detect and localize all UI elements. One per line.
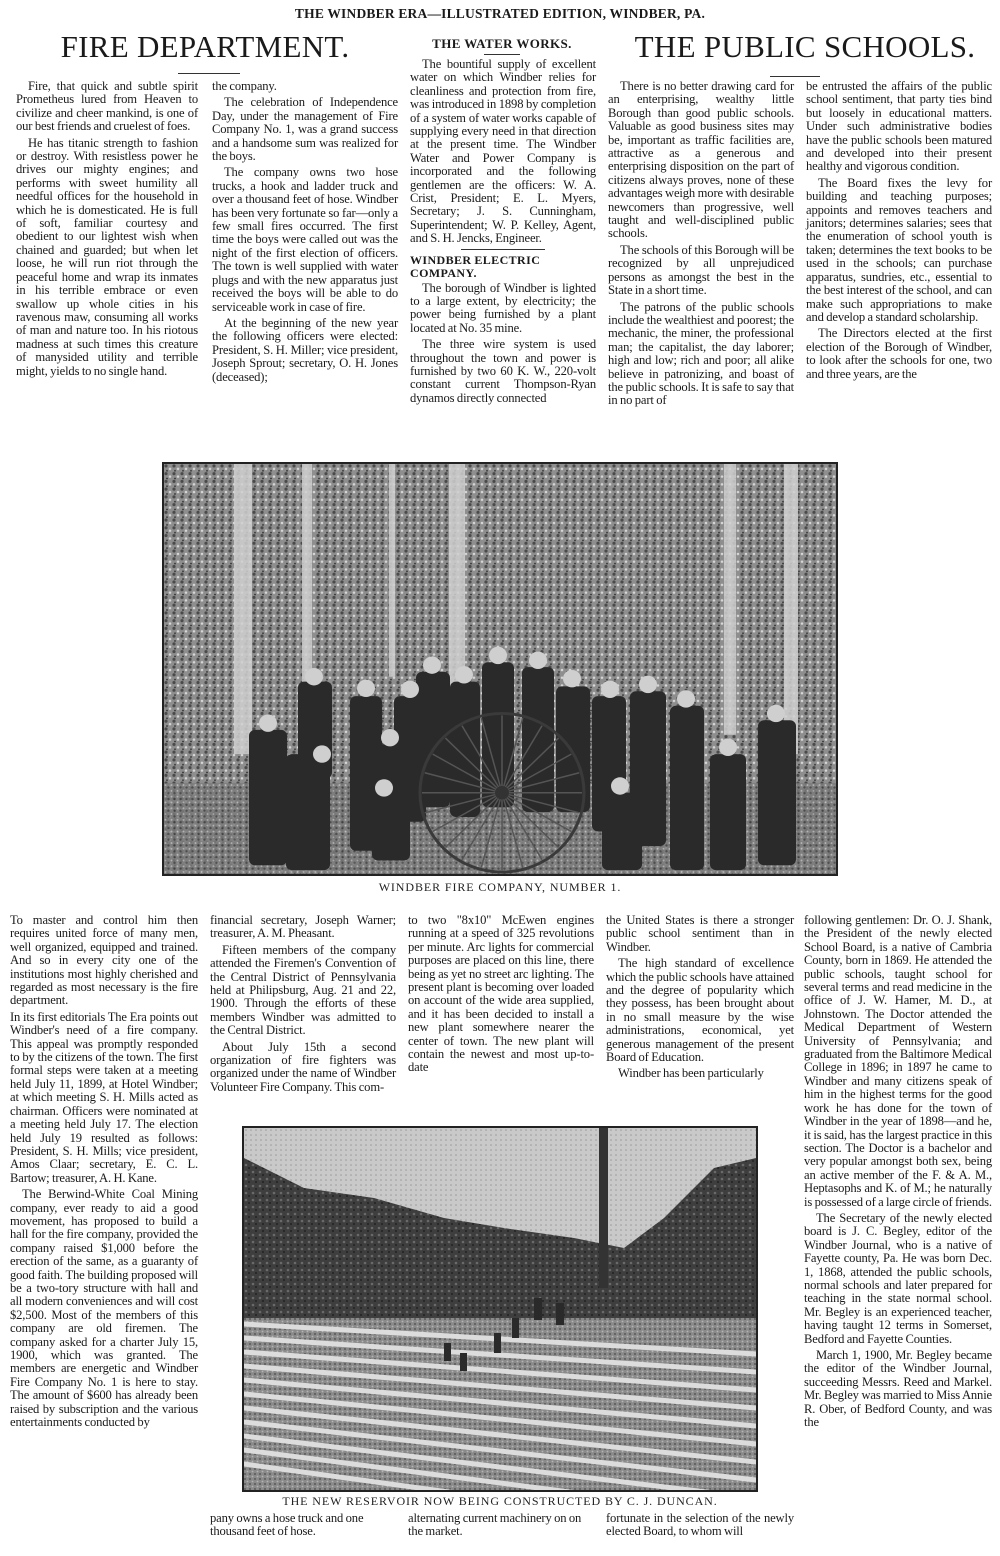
paragraph: The company owns two hose trucks, a hook and ladder truck and over a thousand feet of hose. Windber has been very fortunate so far—only a few small fires occurred. The first time the boys were called out was the night of the first election of officers. The town is well supplied with water plugs and with the new apparatus just received the boys will be able to do serviceable work in case of fire.: [212, 165, 398, 314]
divider: [770, 76, 820, 77]
paragraph: He has titanic strength to fashion or destroy. With resistless power he drives our mighty engines; and performs with sweet humility all needful offices for the household in which he is domesticated. He is full of soft, familiar courtesy and obedient to our lightest wish when chained and guarded; but when let loose, he will run riot through the peaceful home and wrap its inmates in his terrible embrace or even swallow up whole cities in his ravenous maw, consuming all works of man and nature too. In his riotous madness at such times this creature of manysided utility and terrible might, yields to no single hand.: [16, 135, 198, 378]
paragraph: fortunate in the selection of the newly elected Board, to whom will: [606, 1511, 794, 1539]
paragraph: At the beginning of the new year the following officers were elected: President, S. H. Miller; vice president, Joseph Sprout; secretary, O. H. Jones (deceased);: [212, 315, 398, 384]
paragraph: The schools of this Borough will be recognized by all unprejudiced persons as amongst the best in the State in a short time.: [608, 242, 794, 298]
paragraph: The celebration of Independence Day, under the management of Fire Company No. 1, was a grand success and a handsome sum was realized for the boys.: [212, 95, 398, 164]
divider: [484, 54, 520, 55]
paragraph: The patrons of the public schools include the wealthiest and poorest; the mechanic, the miner, the professional man; the capitalist, the day laborer; high and low; rich and poor; all alike believe in patronizing, and boast of the public schools. It is safe to say that in no part of: [608, 299, 794, 408]
paragraph: Fifteen members of the company attended the Firemen's Convention of the Central District of Pennsylvania held at Philipsburg, Aug. 21 and 22, 1900. Through the efforts of these members Windber was admitted to the Central District.: [210, 942, 396, 1038]
electric-company-col-bottom: [408, 914, 594, 1078]
paragraph: alternating current machinery on on the market.: [408, 1511, 582, 1539]
paragraph: The three wire system is used throughout the town and power is furnished by two 60 K. W., 220-volt constant current Thompson-Ryan dynamos directly connected: [410, 337, 596, 405]
paragraph: following gentlemen: Dr. O. J. Shank, the President of the newly elected School Board, is a native of Cambria County, born in 1869. He attended the public schools, taught school for several terms and read medicine in the office of J. W. Hamer, M. D., at Johnstown. The Doctor attended the Medical Department of Western University of Pennsylvania; and graduated from the Baltimore Medical College in 1896; in 1897 he came to Windber and many citizens speak of him in the highest terms for the good work he has done for the town of Windber in the year of 1898—and he, it is said, has the largest practice in this section. The Doctor is a bachelor and very popular amongst both sex, being an active member of the F. & A. M., Heptasophs and K. of M.; he naturally is possessed of a large circle of friends.: [804, 913, 992, 1209]
paragraph: The Board fixes the levy for building and teaching purposes; appoints and removes teachers and janitors; determines salaries; sees that the enumeration of school youth is taken; determines the text books to be used in the schools; can purchase apparatus, sundries, etc., essential to the best interest of the school, and can make such appropriations to make and develop a standard scholarship.: [806, 175, 992, 324]
paragraph: The bountiful supply of excellent water on which Windber relies for cleanliness and protection from fire, was introduced in 1898 by completion of a system of water works capable of supplying every need in that direction at the present time. The Windber Water and Power Company is incorporated and the following gentlemen are the officers: W. A. Crist, President; E. L. Myers, Secretary; J. S. Cunningham, Superintendent; W. P. Kelley, Agent, and S. H. Jencks, Engineer.: [410, 57, 596, 246]
paragraph: In its first editorials The Era points out Windber's need of a fire company. This appeal was promptly responded to by the citizens of the town. The first formal steps were taken at a meeting held July 11, 1899, at Hotel Windber; at which meeting S. H. Mills acted as chairman. Officers were nominated at a meeting held July 17. The election held July 19 resulted as follows: President, S. H. Mills; vice president, Amos Claar; secretary, E. C. L. Bartow; treasurer, A. H. Kane.: [10, 1009, 198, 1185]
fire-dept-col1-bottom: [10, 914, 198, 1432]
fire-dept-col2-end: [210, 1512, 396, 1542]
paragraph: About July 15th a second organization of fire fighters was organized under the name of Windber Volunteer Fire Company. This com-: [210, 1039, 396, 1094]
paragraph: The Directors elected at the first election of the Borough of Windber, to look after the schools for one, two and three years, are the: [806, 326, 992, 381]
reservoir-photo: [242, 1126, 758, 1492]
paragraph: to two "8x10" McEwen engines running at a speed of 325 revolutions per minute. Arc lights for commercial purposes are placed on this line, there being as yet no street arc lighting. The present plant is becoming over loaded on account of the wide area supplied, and it has been decided to install a new plant somewhere nearer the center of town. The new plant will contain the newest and most up-to-date: [408, 913, 594, 1075]
fire-dept-col1-top: [16, 80, 198, 381]
paragraph: The borough of Windber is lighted to a large extent, by electricity; the power being furnished by a plant located at No. 35 mine.: [410, 280, 596, 335]
public-schools-col2-bottom: [804, 914, 992, 1432]
paragraph: There is no better drawing card for an enterprising, wealthy little Borough than good public schools. Valuable as good business sites may be, important as traffic facilities are, attractive as a generous and enterprising disposition on the part of citizens always proves, none of these advantages weigh more with desirable newcomers than progressive, well taught and well-disciplined public schools.: [608, 79, 794, 241]
paragraph: Fire, that quick and subtle spirit Prometheus lured from Heaven to civilize and cheer mankind, is one of our best friends and cruelest of foes.: [16, 79, 198, 134]
electric-company-headline: WINDBER ELECTRIC COMPANY.: [410, 252, 541, 281]
masthead: THE WINDBER ERA—ILLUSTRATED EDITION, WINDBER, PA.: [294, 6, 706, 21]
paragraph: The Secretary of the newly elected board is J. C. Begley, editor of the Windber Journal, who is a native of Fayette county, Pa. He was born Dec. 1, 1868, attended the public schools, normal schools and later prepared for teaching in the state normal school. Mr. Begley is an experienced teacher, having taught 12 terms in Somerset, Bedford and Fayette Counties.: [804, 1210, 992, 1346]
divider: [178, 73, 240, 74]
electric-company-end: [408, 1512, 594, 1542]
divider: [461, 249, 545, 250]
paragraph: The Berwind-White Coal Mining company, ever ready to aid a good movement, has proposed to build a hall for the fire company, provided the company raised $1,000 before the erection of the same, as a guaranty of good faith. The building proposed will be a two-tory structure with hall and all modern conveniences and will cost $2,500. Most of the members of this company are old firemen. The company asked for a charter July 15, 1900, which was granted. The members are energetic and Windber Fire Company No. 1 is here to stay. The amount of $600 has already been raised by subscription and the various entertainments conducted by: [10, 1187, 198, 1430]
paragraph: Windber has been particularly: [618, 1066, 764, 1081]
paragraph: pany owns a hose truck and one thousand feet of hose.: [210, 1511, 364, 1539]
paragraph: the company.: [212, 79, 277, 93]
public-schools-col2-top: [806, 80, 992, 384]
water-works-column: [410, 58, 596, 408]
paragraph: be entrusted the affairs of the public school sentiment, that party ties bind but loosely in educational matters. Under such administrative bodies have the public schools been matured and developed into their present healthy and vigorous condition.: [806, 79, 992, 174]
public-schools-headline: THE PUBLIC SCHOOLS.: [634, 29, 976, 64]
fire-dept-col2-top: [212, 80, 398, 387]
paragraph: To master and control him then requires united force of many men, well organized, equipped and trained. And so in every city one of the institutions most highly cherished and regarded as most necessary is the fire department.: [10, 913, 198, 1008]
fire-dept-col2-bottom: [210, 914, 396, 1097]
water-works-headline: THE WATER WORKS.: [432, 36, 572, 51]
fire-company-photo: [162, 462, 838, 876]
paragraph: The high standard of excellence which the public schools have attained and the degree of popularity which they possess, has been brought about in no small measure by the wise administrations, economical, yet generous management of the present Board of Education.: [606, 956, 794, 1065]
paragraph: the United States is there a stronger public school sentiment than in Windber.: [606, 913, 794, 954]
reservoir-photo-caption: THE NEW RESERVOIR NOW BEING CONSTRUCTED BY C. J. DUNCAN.: [282, 1494, 718, 1508]
fire-company-photo-caption: WINDBER FIRE COMPANY, NUMBER 1.: [378, 880, 622, 894]
public-schools-col1-top: [608, 80, 794, 411]
public-schools-col1-bottom: [606, 914, 794, 1084]
fire-department-headline: FIRE DEPARTMENT.: [60, 29, 350, 64]
paragraph: March 1, 1900, Mr. Begley became the editor of the Windber Journal, succeeding Messrs. Reed and Markel. Mr. Begley was married to Miss Annie R. Ober, of Bedford County, and was the: [804, 1348, 992, 1430]
paragraph: financial secretary, Joseph Warner; treasurer, A. M. Pheasant.: [210, 913, 396, 941]
public-schools-col1-end: [606, 1512, 794, 1542]
